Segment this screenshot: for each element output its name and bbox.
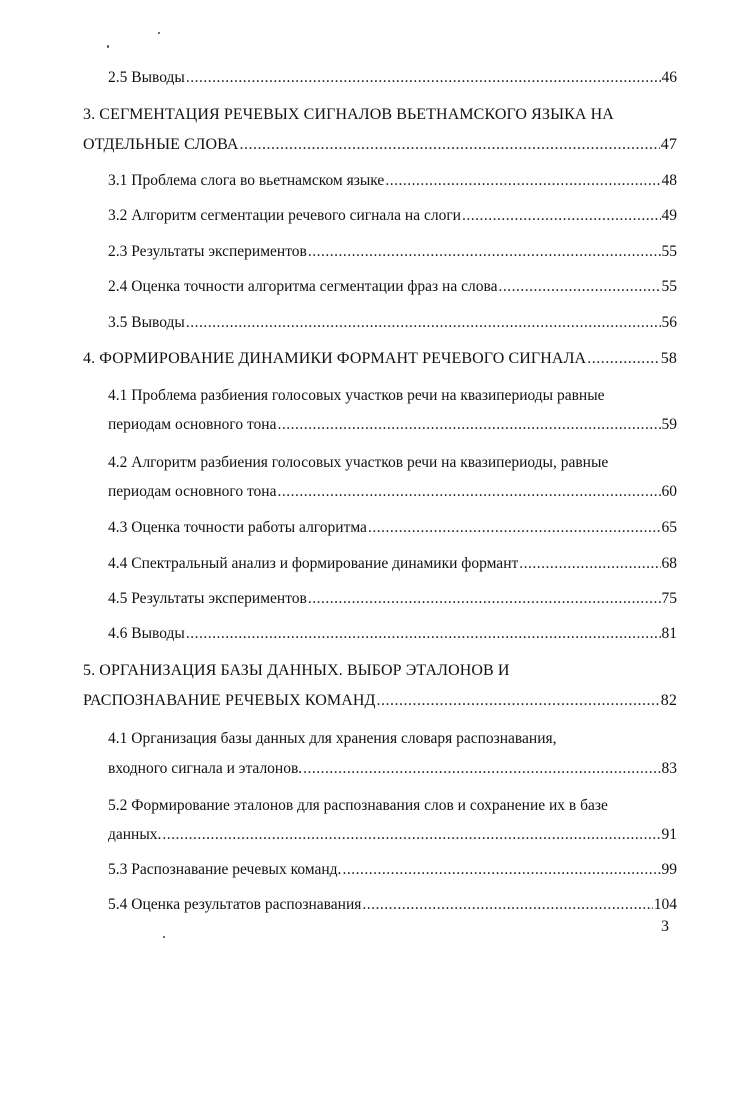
toc-entry-page: 68 xyxy=(661,555,677,572)
toc-entry-page: 60 xyxy=(661,483,677,500)
toc-entry-title: 4. ФОРМИРОВАНИЕ ДИНАМИКИ ФОРМАНТ РЕЧЕВОГО СИГНАЛА xyxy=(83,350,587,367)
toc-entry-page: 49 xyxy=(661,207,677,224)
leader-dots xyxy=(362,894,652,916)
toc-entry-title: 3.2 Алгоритм сегментации речевого сигнала на слоги xyxy=(108,207,461,224)
toc-entry-title-line2: периодам основного тона xyxy=(108,416,277,433)
leader-dots xyxy=(498,276,660,298)
leader-dots xyxy=(278,481,661,503)
leader-dots xyxy=(162,824,660,846)
toc-entry-page: 99 xyxy=(661,861,677,878)
toc-entry-page: 59 xyxy=(661,416,677,433)
leader-dots xyxy=(308,588,661,610)
scan-speck xyxy=(158,32,160,34)
toc-entry-page: 56 xyxy=(661,314,677,331)
toc-entry-page: 55 xyxy=(661,278,677,295)
toc-entry-page: 82 xyxy=(660,692,677,709)
toc-entry-title: 2.4 Оценка точности алгоритма сегментации фраз на слова xyxy=(108,278,498,295)
toc-entry-page: 81 xyxy=(661,625,677,642)
toc-entry-title: 2.3 Результаты экспериментов xyxy=(108,243,307,260)
toc-entry-page: 48 xyxy=(661,172,677,189)
toc-entry-title: 4.4 Спектральный анализ и формирование динамики формант xyxy=(108,555,519,572)
page-number: 3 xyxy=(661,918,669,935)
leader-dots xyxy=(303,758,660,780)
toc-entry-title: 2.5 Выводы xyxy=(108,69,185,86)
leader-dots xyxy=(240,134,660,156)
toc-entry-title-line1: 4.1 Проблема разбиения голосовых участков речи на квазипериоды равные xyxy=(108,387,605,404)
toc-entry-title: 4.3 Оценка точности работы алгоритма xyxy=(108,519,367,536)
leader-dots xyxy=(342,859,660,881)
toc-entry-title: 5.3 Распознавание речевых команд. xyxy=(108,861,342,878)
leader-dots xyxy=(368,517,661,539)
toc-entry-title-line2: РАСПОЗНАВАНИЕ РЕЧЕВЫХ КОМАНД xyxy=(83,692,376,709)
toc-entry-title-line1: 5.2 Формирование эталонов для распознавания слов и сохранение их в базе xyxy=(108,797,608,814)
leader-dots xyxy=(519,553,660,575)
toc-entry-page: 104 xyxy=(653,896,677,913)
toc-entry-title: 4.5 Результаты экспериментов xyxy=(108,590,307,607)
toc-entry-title-line1: 4.1 Организация базы данных для хранения словаря распознавания, xyxy=(108,730,557,747)
toc-entry-page: 46 xyxy=(661,69,677,86)
leader-dots xyxy=(186,312,661,334)
toc-entry-title: 3.5 Выводы xyxy=(108,314,185,331)
toc-entry-title-line2: входного сигнала и эталонов. xyxy=(108,760,303,777)
toc-entry-page: 65 xyxy=(661,519,677,536)
leader-dots xyxy=(308,241,661,263)
toc-entry-page: 83 xyxy=(661,760,677,777)
toc-entry-title-line2: данных. xyxy=(108,826,162,843)
leader-dots xyxy=(278,414,661,436)
toc-entry-title: 4.6 Выводы xyxy=(108,625,185,642)
toc-entry-page: 47 xyxy=(660,136,677,153)
toc-entry-title: 3.1 Проблема слога во вьетнамском языке xyxy=(108,172,385,189)
toc-entry-page: 91 xyxy=(661,826,677,843)
leader-dots xyxy=(377,690,660,712)
leader-dots xyxy=(186,623,661,645)
scan-speck xyxy=(163,936,165,938)
leader-dots xyxy=(587,348,660,370)
toc-entry-title-line1: 4.2 Алгоритм разбиения голосовых участков речи на квазипериоды, равные xyxy=(108,454,609,471)
toc-entry-page: 58 xyxy=(660,350,677,367)
leader-dots xyxy=(462,205,661,227)
scan-speck xyxy=(107,45,109,48)
toc-entry-title-line2: ОТДЕЛЬНЫЕ СЛОВА xyxy=(83,136,239,153)
toc-entry-title-line2: периодам основного тона xyxy=(108,483,277,500)
toc-entry-page: 55 xyxy=(661,243,677,260)
leader-dots xyxy=(186,67,661,89)
leader-dots xyxy=(385,170,660,192)
toc-entry-title-line1: 5. ОРГАНИЗАЦИЯ БАЗЫ ДАННЫХ. ВЫБОР ЭТАЛОНОВ И xyxy=(83,662,510,679)
toc-entry-title-line1: 3. СЕГМЕНТАЦИЯ РЕЧЕВЫХ СИГНАЛОВ ВЬЕТНАМСКОГО ЯЗЫКА НА xyxy=(83,106,614,123)
toc-entry-page: 75 xyxy=(661,590,677,607)
toc-entry-title: 5.4 Оценка результатов распознавания xyxy=(108,896,362,913)
